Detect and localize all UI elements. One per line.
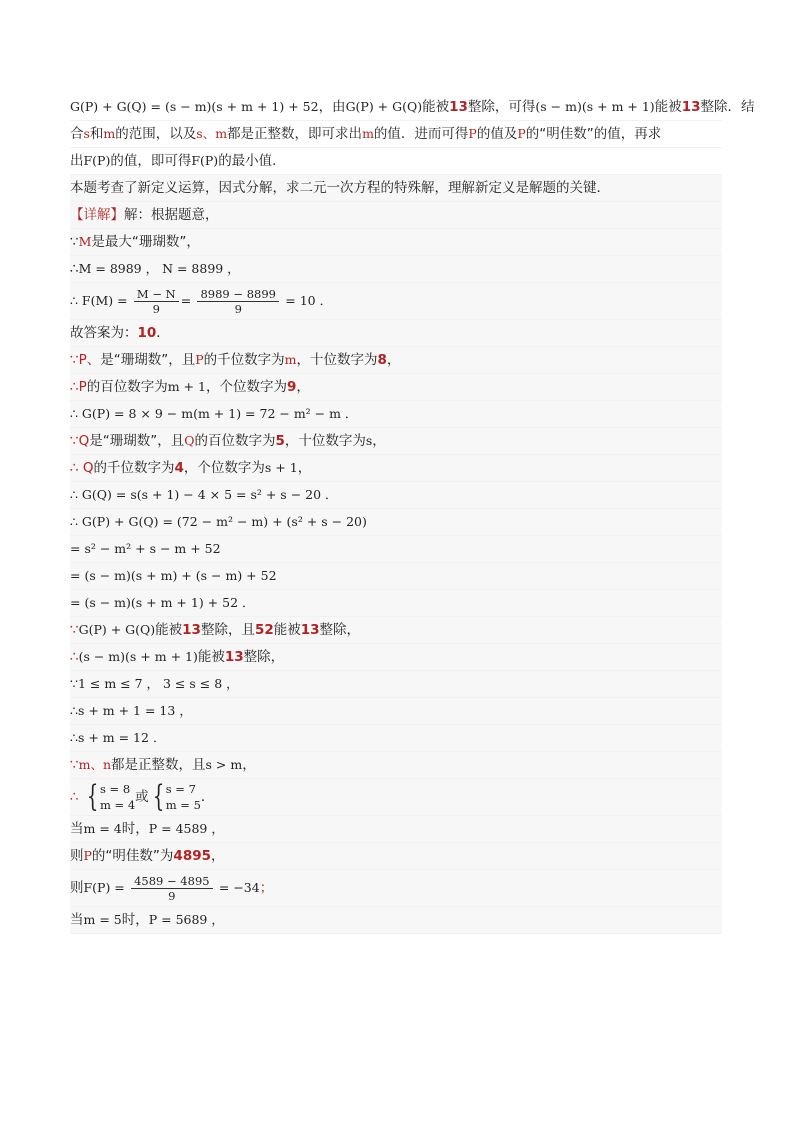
fraction: $\frac{4589 - 4895}{9}$ <box>131 874 212 903</box>
summary-line: 本题考查了新定义运算，因式分解，求二元一次方程的特殊解，理解新定义是解题的关键． <box>70 175 722 202</box>
equation-system: { s = 7 m = 5 <box>152 779 201 814</box>
step-line: ∵1 ≤ m ≤ 7 ， 3 ≤ s ≤ 8 ， <box>70 671 722 698</box>
step-line: ∵m、n都是正整数，且s > m， <box>70 752 722 779</box>
step-line-fraction: 则F(P) = $\frac{4589 - 4895}{9}$ = −34； <box>70 870 722 907</box>
step-line: ∵M是最大“珊瑚数”， <box>70 229 722 256</box>
step-line: ∵P、是“珊瑚数”，且P的千位数字为m，十位数字为8， <box>70 347 722 374</box>
math-expr: G(P) + G(Q) = (s − m)(s + m + 1) + 52 <box>70 99 319 114</box>
step-line: = (s − m)(s + m) + (s − m) + 52 <box>70 563 722 590</box>
answer-line: 故答案为：10． <box>70 320 722 347</box>
intro-line-2: 合s和m的范围，以及s、m都是正整数，即可求出m的值．进而可得P的值及P的“明佳数”的值，再求 <box>70 121 722 148</box>
detail-label: 【详解】 <box>70 207 124 223</box>
step-line: ∵Q是“珊瑚数”，且Q的百位数字为5，十位数字为s， <box>70 428 722 455</box>
step-line: ∴ G(Q) = s(s + 1) − 4 × 5 = s² + s − 20 ． <box>70 482 722 509</box>
detail-header: 【详解】解：根据题意， <box>70 202 722 229</box>
step-line: ∴s + m = 12 ． <box>70 725 722 752</box>
step-line: ∴ G(P) + G(Q) = (72 − m² − m) + (s² + s − 20) <box>70 509 722 536</box>
step-line: ∴P的百位数字为m + 1，个位数字为9， <box>70 374 722 401</box>
step-line: = s² − m² + s − m + 52 <box>70 536 722 563</box>
step-line: ∴M = 8989 ， N = 8899 ， <box>70 256 722 283</box>
intro-line-1: G(P) + G(Q) = (s − m)(s + m + 1) + 52，由G(P) + G(Q)能被13整除，可得(s − m)(s + m + 1)能被13整除．结 <box>70 94 722 121</box>
system-line: ∴ { s = 8 m = 4 或 { s = 7 m = 5 ． <box>70 779 722 816</box>
solution-content <box>70 94 755 934</box>
step-line: 当m = 5时，P = 5689 ， <box>70 907 722 934</box>
step-line: ∴ Q的千位数字为4，个位数字为s + 1， <box>70 455 722 482</box>
step-line: ∴(s − m)(s + m + 1)能被13整除， <box>70 644 722 671</box>
fraction: $\frac{8989 - 8899}{9}$ <box>197 287 278 316</box>
step-line: ∵G(P) + G(Q)能被13整除，且52能被13整除， <box>70 617 722 644</box>
step-line: 当m = 4时，P = 4589 ， <box>70 816 722 843</box>
step-line: 则P的“明佳数”为4895， <box>70 843 722 870</box>
fraction: $\frac{M - N}{9}$ <box>134 287 179 316</box>
equation-system: { s = 8 m = 4 <box>86 779 136 814</box>
step-line: ∴s + m + 1 = 13 ， <box>70 698 722 725</box>
step-line: = (s − m)(s + m + 1) + 52 ． <box>70 590 722 617</box>
step-line: ∴ G(P) = 8 × 9 − m(m + 1) = 72 − m² − m ． <box>70 401 722 428</box>
step-line-fraction: ∴ F(M) = $\frac{M - N}{9}$ = $\frac{8989 - 8899}{9}$ = 10 ． <box>70 283 722 320</box>
intro-line-3: 出F(P)的值，即可得F(P)的最小值． <box>70 148 722 175</box>
